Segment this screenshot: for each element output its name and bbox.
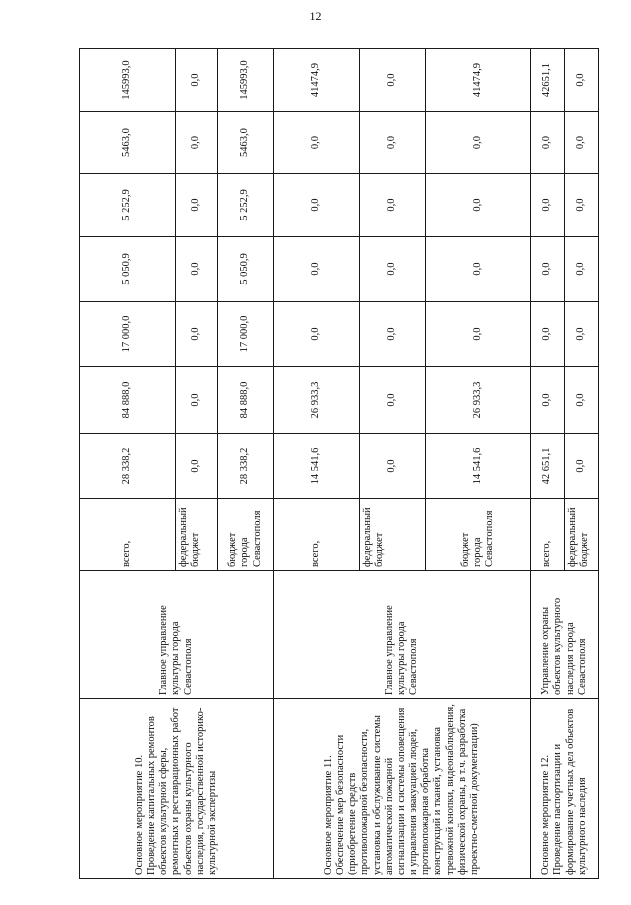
value-cell: 5463,0 [218, 112, 274, 174]
value-cell: 0,0 [360, 237, 426, 302]
value-cell: 5 050,9 [80, 237, 176, 302]
value-cell: 0,0 [176, 112, 218, 174]
value-cell: 41474,9 [426, 49, 531, 112]
value-cell: 0,0 [274, 174, 360, 237]
value-cell: 0,0 [565, 302, 599, 367]
value-cell: 0,0 [360, 174, 426, 237]
value-cell: 145993,0 [80, 49, 176, 112]
value-cell: 14 541,6 [426, 434, 531, 499]
value-cell: 42651,1 [531, 49, 565, 112]
source-cell: бюджет города Севастополя [218, 499, 274, 571]
value-cell: 0,0 [565, 112, 599, 174]
value-cell: 28 338,2 [218, 434, 274, 499]
activity-cell: Основное мероприятие 11. Обеспечение мер безопасности (приобретение средств противопожарной безопасности, установка и обслуживание системы автоматической пожарной сигнализации и системы оповещения и управления эвакуацией людей, противопожарная обработка конструкций и тканей, установка тревожной кнопки, видеонаблюдения, физической охраны, в т.ч. разработка проектно-сметной документации) [274, 699, 531, 879]
value-cell: 0,0 [426, 112, 531, 174]
value-cell: 5463,0 [80, 112, 176, 174]
source-cell: федеральный бюджет [176, 499, 218, 571]
value-cell: 0,0 [176, 367, 218, 434]
value-cell: 0,0 [360, 302, 426, 367]
executor-cell: Управление охраны объектов культурного наследия города Севастополя [531, 571, 599, 699]
value-cell: 145993,0 [218, 49, 274, 112]
value-cell: 17 000,0 [80, 302, 176, 367]
value-cell: 0,0 [176, 302, 218, 367]
value-cell: 0,0 [274, 302, 360, 367]
source-cell: всего, [274, 499, 360, 571]
value-cell: 84 888,0 [218, 367, 274, 434]
budget-table [79, 48, 599, 879]
source-cell: всего, [531, 499, 565, 571]
value-cell: 0,0 [176, 434, 218, 499]
value-cell: 0,0 [360, 434, 426, 499]
value-cell: 26 933,3 [426, 367, 531, 434]
value-cell: 0,0 [426, 174, 531, 237]
value-cell: 5 252,9 [218, 174, 274, 237]
value-cell: 42 651,1 [531, 434, 565, 499]
table-row [531, 49, 565, 879]
value-cell: 0,0 [565, 367, 599, 434]
value-cell: 0,0 [176, 49, 218, 112]
value-cell: 14 541,6 [274, 434, 360, 499]
value-cell: 0,0 [176, 174, 218, 237]
value-cell: 0,0 [274, 112, 360, 174]
value-cell: 0,0 [531, 174, 565, 237]
value-cell: 0,0 [360, 367, 426, 434]
value-cell: 0,0 [531, 367, 565, 434]
source-cell: всего, [80, 499, 176, 571]
value-cell: 17 000,0 [218, 302, 274, 367]
page-number: 12 [309, 9, 322, 23]
value-cell: 0,0 [565, 237, 599, 302]
activity-cell: Основное мероприятие 12. Проведение паспортизации и формирование учетных дел объектов культурного наследия [531, 699, 599, 879]
activity-cell: Основное мероприятие 10. Проведение капитальных ремонтов объектов культурной сферы, ремонтных и реставрационных работ объектов охраны культурного наследия, государственной историко-культурной экспертизы [80, 699, 274, 879]
value-cell: 0,0 [360, 112, 426, 174]
value-cell: 0,0 [565, 434, 599, 499]
executor-cell: Главное управление культуры города Севастополя [274, 571, 531, 699]
table-row [274, 49, 360, 879]
value-cell: 0,0 [426, 302, 531, 367]
value-cell: 0,0 [531, 302, 565, 367]
value-cell: 0,0 [274, 237, 360, 302]
value-cell: 0,0 [531, 112, 565, 174]
value-cell: 0,0 [176, 237, 218, 302]
value-cell: 26 933,3 [274, 367, 360, 434]
rotated-table-wrapper [79, 49, 591, 879]
value-cell: 5 050,9 [218, 237, 274, 302]
value-cell: 5 252,9 [80, 174, 176, 237]
table-row [80, 49, 176, 879]
value-cell: 84 888,0 [80, 367, 176, 434]
value-cell: 0,0 [565, 174, 599, 237]
source-cell: федеральный бюджет [565, 499, 599, 571]
source-cell: федеральный бюджет [360, 499, 426, 571]
executor-cell: Главное управление культуры города Севастополя [80, 571, 274, 699]
value-cell: 41474,9 [274, 49, 360, 112]
value-cell: 0,0 [565, 49, 599, 112]
value-cell: 28 338,2 [80, 434, 176, 499]
value-cell: 0,0 [360, 49, 426, 112]
value-cell: 0,0 [531, 237, 565, 302]
value-cell: 0,0 [426, 237, 531, 302]
source-cell: бюджет города Севастополя [426, 499, 531, 571]
